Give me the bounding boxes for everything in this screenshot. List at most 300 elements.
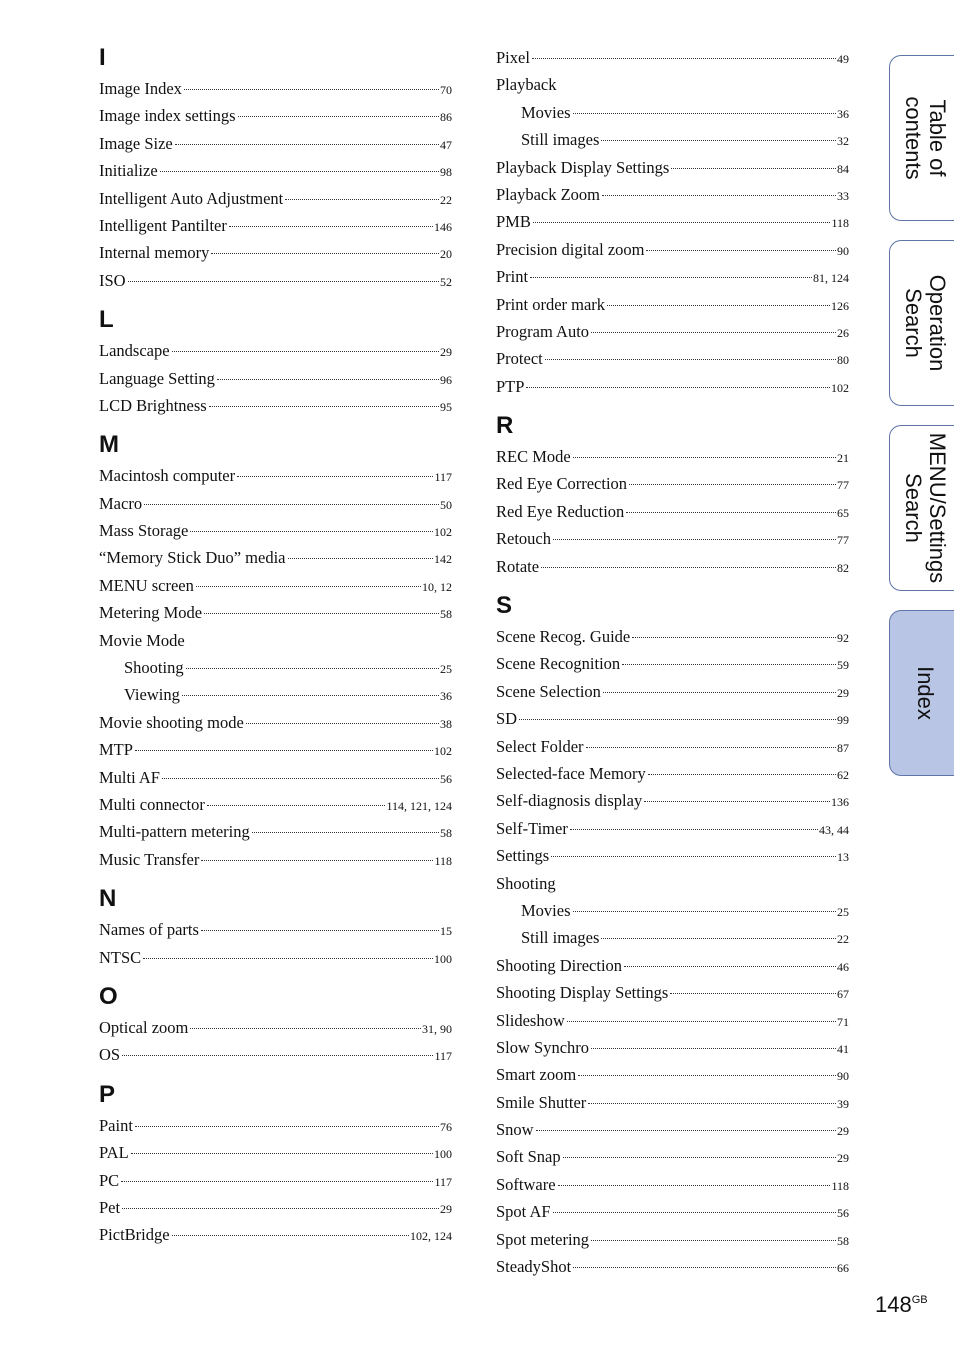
group-letter: S xyxy=(496,592,513,620)
dot-leader xyxy=(578,1075,836,1076)
entry-term: SteadyShot xyxy=(496,1257,572,1277)
entry-page-link[interactable]: 87 xyxy=(837,740,849,755)
entry-page-link[interactable]: 52 xyxy=(440,274,452,289)
entry-page-link[interactable]: 65 xyxy=(837,505,849,520)
index-group xyxy=(496,44,849,400)
dot-leader xyxy=(526,387,830,388)
entry-term: NTSC xyxy=(99,947,142,967)
dot-leader xyxy=(182,695,439,696)
entry-page-link[interactable]: 46 xyxy=(837,959,849,974)
entry-page-link[interactable]: 22 xyxy=(440,192,452,207)
entry-term: Select Folder xyxy=(496,736,584,756)
entry-page-link[interactable]: 29 xyxy=(440,1201,452,1216)
entry-term: Mass Storage xyxy=(99,521,189,541)
dot-leader xyxy=(563,1157,836,1158)
entry-term: Playback xyxy=(496,75,557,95)
index-entry[interactable] xyxy=(496,181,849,208)
entry-page-link[interactable]: 114, 121, 124 xyxy=(386,798,452,813)
dot-leader xyxy=(586,747,836,748)
entry-page-link[interactable]: 70 xyxy=(440,83,452,97)
entry-term: Print order mark xyxy=(496,294,606,314)
entry-term: Rotate xyxy=(496,556,540,576)
index-entry[interactable] xyxy=(99,1194,452,1221)
index-entry xyxy=(496,71,849,98)
entry-term: Macintosh computer xyxy=(99,466,236,486)
dot-leader xyxy=(573,457,836,458)
entry-term: Movie shooting mode xyxy=(99,712,244,732)
dot-leader xyxy=(201,930,439,931)
entry-term: Precision digital zoom xyxy=(496,239,645,259)
entry-page-link[interactable]: 82 xyxy=(837,560,849,575)
entry-term: Viewing xyxy=(124,685,180,705)
entry-term: Scene Selection xyxy=(496,681,601,701)
entry-term: Still images xyxy=(521,130,600,150)
index-entry[interactable] xyxy=(496,236,849,263)
index-entry[interactable] xyxy=(496,318,849,345)
entry-term: Protect xyxy=(496,349,543,369)
entry-page-link[interactable]: 59 xyxy=(837,658,849,673)
dot-leader xyxy=(573,1267,836,1268)
entry-term: Smart zoom xyxy=(496,1065,577,1085)
dot-leader xyxy=(632,637,836,638)
index-entry[interactable] xyxy=(496,650,849,677)
entry-term: Program Auto xyxy=(496,321,590,341)
index-entry[interactable] xyxy=(496,208,849,235)
index-entry xyxy=(496,870,849,897)
entry-page-link[interactable]: 126 xyxy=(831,298,849,313)
dot-leader xyxy=(285,199,439,200)
entry-page-link[interactable]: 43, 44 xyxy=(819,822,849,837)
index-entry[interactable] xyxy=(496,470,849,497)
index-entry[interactable] xyxy=(99,157,452,184)
dot-leader xyxy=(172,1235,409,1236)
index-entry[interactable] xyxy=(496,1143,849,1170)
entry-term: Soft Snap xyxy=(496,1147,561,1167)
entry-page-link[interactable]: 117 xyxy=(434,470,452,485)
entry-page-link[interactable]: 77 xyxy=(837,478,849,493)
entry-term: Multi-pattern metering xyxy=(99,822,250,842)
entry-page-link[interactable]: 102 xyxy=(434,525,452,540)
group-letter: M xyxy=(99,431,119,459)
index-entry[interactable] xyxy=(496,553,849,580)
entry-term: Scene Recog. Guide xyxy=(496,627,631,647)
dot-leader xyxy=(204,613,439,614)
index-entry[interactable] xyxy=(99,212,452,239)
entry-term: Movies xyxy=(521,900,571,920)
dot-leader xyxy=(601,140,836,141)
entry-page-link[interactable]: 77 xyxy=(837,533,849,548)
index-entry[interactable] xyxy=(99,791,452,818)
page-number xyxy=(875,1292,928,1318)
tab-table-of-contents[interactable] xyxy=(889,55,954,221)
entry-term: Intelligent Pantilter xyxy=(99,215,227,235)
dot-leader xyxy=(175,144,439,145)
entry-term: Optical zoom xyxy=(99,1017,189,1037)
index-entry[interactable] xyxy=(496,373,849,400)
index-entry[interactable] xyxy=(99,1221,452,1248)
index-entry[interactable] xyxy=(496,842,849,869)
entry-page-link[interactable]: 81, 124 xyxy=(813,271,849,286)
index-entry[interactable] xyxy=(99,544,452,571)
index-entry[interactable] xyxy=(99,462,452,489)
dot-leader xyxy=(252,832,439,833)
index-entry[interactable] xyxy=(496,760,849,787)
entry-page-link[interactable]: 36 xyxy=(440,689,452,704)
index-entry[interactable] xyxy=(99,944,452,971)
index-entry[interactable] xyxy=(496,1034,849,1061)
entry-page-link[interactable]: 38 xyxy=(440,716,452,731)
entry-term: Landscape xyxy=(99,341,170,361)
index-entry xyxy=(99,627,452,654)
dot-leader xyxy=(162,778,439,779)
dot-leader xyxy=(532,58,836,59)
index-entry[interactable] xyxy=(99,681,452,708)
entry-page-link[interactable]: 117 xyxy=(434,1174,452,1189)
dot-leader xyxy=(135,750,433,751)
entry-term: Spot metering xyxy=(496,1229,590,1249)
entry-term: Still images xyxy=(521,928,600,948)
dot-leader xyxy=(209,406,439,407)
index-entry[interactable] xyxy=(99,365,452,392)
entry-term: Macro xyxy=(99,493,143,513)
entry-page-link[interactable]: 58 xyxy=(440,826,452,841)
index-entry[interactable] xyxy=(496,1253,849,1280)
index-entry[interactable] xyxy=(496,126,849,153)
index-entry[interactable] xyxy=(99,846,452,873)
entry-term: Pixel xyxy=(496,48,530,67)
entry-term: PictBridge xyxy=(99,1225,170,1245)
dot-leader xyxy=(131,1153,433,1154)
dot-leader xyxy=(670,993,836,994)
dot-leader xyxy=(573,113,837,114)
entry-page-link[interactable]: 95 xyxy=(440,399,452,414)
entry-page-link[interactable]: 102 xyxy=(831,380,849,395)
dot-leader xyxy=(607,305,830,306)
index-entry[interactable] xyxy=(496,897,849,924)
index-entry[interactable] xyxy=(496,525,849,552)
entry-term: Pet xyxy=(99,1197,121,1217)
index-entry[interactable] xyxy=(99,736,452,763)
entry-page-link[interactable]: 56 xyxy=(837,1206,849,1221)
dot-leader xyxy=(246,723,439,724)
index-entry[interactable] xyxy=(99,1041,452,1068)
entry-page-link[interactable]: 21 xyxy=(837,451,849,466)
entry-term: OS xyxy=(99,1045,121,1065)
dot-leader xyxy=(135,1126,439,1127)
entry-page-link[interactable]: 76 xyxy=(440,1119,452,1134)
index-entry[interactable] xyxy=(496,733,849,760)
entry-page-link[interactable]: 31, 90 xyxy=(422,1021,452,1036)
entry-term: Playback Zoom xyxy=(496,184,601,204)
tab-menu-settings-search[interactable] xyxy=(889,425,954,591)
entry-term: Slideshow xyxy=(496,1010,565,1030)
entry-page-link[interactable]: 67 xyxy=(837,987,849,1002)
entry-page-link[interactable]: 99 xyxy=(837,713,849,728)
dot-leader xyxy=(229,226,433,227)
dot-leader xyxy=(553,539,836,540)
dot-leader xyxy=(626,512,836,513)
index-group xyxy=(99,983,452,1069)
entry-term: Image index settings xyxy=(99,106,236,126)
dot-leader xyxy=(122,1208,439,1209)
index-entry[interactable] xyxy=(99,337,452,364)
entry-term: Shooting xyxy=(496,873,556,893)
tab-label: Index xyxy=(912,666,938,720)
entry-page-link[interactable]: 102 xyxy=(434,744,452,759)
entry-term: Slow Synchro xyxy=(496,1037,590,1057)
entry-term: Red Eye Reduction xyxy=(496,501,625,521)
dot-leader xyxy=(519,719,836,720)
entry-term: Movies xyxy=(521,102,571,122)
index-group xyxy=(99,44,452,294)
dot-leader xyxy=(196,586,421,587)
dot-leader xyxy=(186,668,439,669)
dot-leader xyxy=(122,1055,433,1056)
entry-page-link[interactable]: 96 xyxy=(440,372,452,387)
entry-page-link[interactable]: 98 xyxy=(440,165,452,180)
index-entry[interactable] xyxy=(99,239,452,266)
index-group xyxy=(99,1081,452,1249)
group-letter: O xyxy=(99,982,118,1010)
dot-leader xyxy=(644,801,830,802)
index-entry[interactable] xyxy=(496,44,849,71)
entry-term: Paint xyxy=(99,1115,133,1135)
entry-page-link[interactable]: 80 xyxy=(837,353,849,368)
entry-page-link[interactable]: 49 xyxy=(837,52,849,66)
index-entry[interactable] xyxy=(99,916,452,943)
index-entry[interactable] xyxy=(496,99,849,126)
index-entry[interactable] xyxy=(99,392,452,419)
entry-page-link[interactable]: 29 xyxy=(837,1124,849,1139)
index-entry[interactable] xyxy=(496,498,849,525)
dot-leader xyxy=(591,1048,836,1049)
entry-page-link[interactable]: 146 xyxy=(434,219,452,234)
entry-page-link[interactable]: 20 xyxy=(440,247,452,262)
dot-leader xyxy=(591,332,836,333)
entry-term: Settings xyxy=(496,846,550,866)
entry-term: Spot AF xyxy=(496,1202,551,1222)
index-entry[interactable] xyxy=(496,1226,849,1253)
entry-term: SD xyxy=(496,709,518,729)
index-entry[interactable] xyxy=(496,815,849,842)
entry-term: Multi connector xyxy=(99,794,205,814)
dot-leader xyxy=(190,1028,421,1029)
dot-leader xyxy=(551,856,836,857)
index-column-right xyxy=(496,44,849,1292)
group-letter: I xyxy=(99,44,106,71)
dot-leader xyxy=(558,1185,831,1186)
index-entry[interactable] xyxy=(99,1112,452,1139)
dot-leader xyxy=(144,504,439,505)
tab-index[interactable] xyxy=(889,610,954,776)
entry-page-link[interactable]: 50 xyxy=(440,497,452,512)
dot-leader xyxy=(143,958,433,959)
entry-term: Image Index xyxy=(99,79,182,98)
entry-page-link[interactable]: 86 xyxy=(440,110,452,125)
index-entry[interactable] xyxy=(496,1116,849,1143)
entry-term: PMB xyxy=(496,212,531,232)
entry-term: Print xyxy=(496,267,529,287)
entry-page-link[interactable]: 13 xyxy=(837,850,849,865)
index-column-left xyxy=(99,44,452,1261)
entry-term: Self-Timer xyxy=(496,818,568,838)
entry-page-link[interactable]: 84 xyxy=(837,161,849,176)
index-entry[interactable] xyxy=(99,709,452,736)
entry-page-link[interactable]: 41 xyxy=(837,1041,849,1056)
tab-operation-search[interactable] xyxy=(889,240,954,406)
page-number-suffix: GB xyxy=(911,1294,928,1306)
index-entry[interactable] xyxy=(496,623,849,650)
entry-page-link[interactable]: 136 xyxy=(831,795,849,810)
index-entry[interactable] xyxy=(99,818,452,845)
entry-term: Shooting xyxy=(124,658,184,678)
entry-page-link[interactable]: 90 xyxy=(837,243,849,258)
dot-leader xyxy=(646,250,836,251)
entry-page-link[interactable]: 26 xyxy=(837,325,849,340)
entry-term: ISO xyxy=(99,270,126,290)
index-entry[interactable] xyxy=(496,263,849,290)
index-entry[interactable] xyxy=(496,979,849,1006)
dot-leader xyxy=(211,253,439,254)
dot-leader xyxy=(603,692,836,693)
entry-page-link[interactable]: 100 xyxy=(434,951,452,966)
entry-page-link[interactable]: 39 xyxy=(837,1096,849,1111)
index-group xyxy=(99,431,452,873)
index-entry[interactable] xyxy=(496,705,849,732)
entry-term: Playback Display Settings xyxy=(496,157,670,177)
index-entry[interactable] xyxy=(496,1171,849,1198)
index-entry[interactable] xyxy=(99,1139,452,1166)
dot-leader xyxy=(573,911,837,912)
entry-term: Multi AF xyxy=(99,767,160,787)
entry-page-link[interactable]: 29 xyxy=(837,1151,849,1166)
entry-term: Self-diagnosis display xyxy=(496,791,643,811)
dot-leader xyxy=(545,359,836,360)
entry-term: Selected-face Memory xyxy=(496,763,646,783)
entry-page-link[interactable]: 58 xyxy=(837,1233,849,1248)
entry-page-link[interactable]: 92 xyxy=(837,631,849,646)
index-entry[interactable] xyxy=(496,1089,849,1116)
index-entry[interactable] xyxy=(496,154,849,181)
entry-term: Internal memory xyxy=(99,243,210,263)
index-entry[interactable] xyxy=(496,787,849,814)
dot-leader xyxy=(207,805,386,806)
entry-page-link[interactable]: 100 xyxy=(434,1147,452,1162)
entry-page-link[interactable]: 56 xyxy=(440,771,452,786)
entry-page-link[interactable]: 33 xyxy=(837,188,849,203)
entry-page-link[interactable]: 22 xyxy=(837,932,849,947)
entry-page-link[interactable]: 66 xyxy=(837,1261,849,1276)
entry-page-link[interactable]: 102, 124 xyxy=(410,1229,452,1244)
index-entry[interactable] xyxy=(99,185,452,212)
entry-term: Red Eye Correction xyxy=(496,474,628,494)
entry-page-link[interactable]: 118 xyxy=(831,1178,849,1193)
entry-page-link[interactable]: 118 xyxy=(434,853,452,868)
tab-label: MENU/Settings Search xyxy=(900,432,950,584)
dot-leader xyxy=(217,379,439,380)
index-entry[interactable] xyxy=(99,1014,452,1041)
dot-leader xyxy=(588,1103,836,1104)
dot-leader xyxy=(591,1240,836,1241)
entry-term: Metering Mode xyxy=(99,603,203,623)
index-entry[interactable] xyxy=(99,75,452,102)
entry-page-link[interactable]: 36 xyxy=(837,106,849,121)
dot-leader xyxy=(648,774,836,775)
entry-page-link[interactable]: 29 xyxy=(440,345,452,360)
entry-page-link[interactable]: 29 xyxy=(837,685,849,700)
index-entry[interactable] xyxy=(496,1061,849,1088)
index-entry[interactable] xyxy=(99,130,452,157)
group-letter: P xyxy=(99,1080,116,1108)
index-entry[interactable] xyxy=(99,102,452,129)
entry-term: Smile Shutter xyxy=(496,1092,587,1112)
entry-term: PTP xyxy=(496,376,525,396)
index-entry[interactable] xyxy=(99,572,452,599)
entry-page-link[interactable]: 117 xyxy=(434,1049,452,1064)
index-entry[interactable] xyxy=(496,291,849,318)
dot-leader xyxy=(624,966,836,967)
index-entry[interactable] xyxy=(496,345,849,372)
entry-page-link[interactable]: 90 xyxy=(837,1069,849,1084)
page-number-value: 148 xyxy=(875,1292,912,1317)
entry-page-link[interactable]: 10, 12 xyxy=(422,579,452,594)
index-entry[interactable] xyxy=(99,517,452,544)
dot-leader xyxy=(237,476,433,477)
dot-leader xyxy=(184,89,439,90)
entry-page-link[interactable]: 58 xyxy=(440,607,452,622)
index-entry[interactable] xyxy=(496,678,849,705)
index-entry[interactable] xyxy=(99,1167,452,1194)
dot-leader xyxy=(602,195,836,196)
entry-page-link[interactable]: 71 xyxy=(837,1014,849,1029)
entry-term: Movie Mode xyxy=(99,630,185,650)
index-group xyxy=(496,412,849,580)
group-letter: L xyxy=(99,306,114,334)
entry-term: Retouch xyxy=(496,529,551,549)
entry-page-link[interactable]: 47 xyxy=(440,137,452,152)
index-entry[interactable] xyxy=(99,599,452,626)
index-group xyxy=(496,592,849,1280)
entry-page-link[interactable]: 25 xyxy=(837,904,849,919)
index-entry[interactable] xyxy=(99,267,452,294)
dot-leader xyxy=(671,168,836,169)
index-entry[interactable] xyxy=(496,1198,849,1225)
dot-leader xyxy=(541,567,836,568)
index-entry[interactable] xyxy=(99,490,452,517)
tab-label: Operation Search xyxy=(900,274,950,372)
index-entry[interactable] xyxy=(99,764,452,791)
entry-page-link[interactable]: 118 xyxy=(831,216,849,231)
index-entry[interactable] xyxy=(496,952,849,979)
index-entry[interactable] xyxy=(99,654,452,681)
dot-leader xyxy=(536,1130,836,1131)
dot-leader xyxy=(288,558,434,559)
dot-leader xyxy=(533,222,831,223)
entry-page-link[interactable]: 25 xyxy=(440,662,452,677)
index-group xyxy=(99,885,452,971)
entry-page-link[interactable]: 142 xyxy=(434,552,452,567)
entry-page-link[interactable]: 62 xyxy=(837,767,849,782)
dot-leader xyxy=(530,277,812,278)
entry-term: Image Size xyxy=(99,133,173,153)
entry-page-link[interactable]: 32 xyxy=(837,134,849,149)
entry-term: MENU screen xyxy=(99,575,194,595)
index-entry[interactable] xyxy=(496,924,849,951)
index-entry[interactable] xyxy=(496,443,849,470)
dot-leader xyxy=(629,484,836,485)
entry-page-link[interactable]: 15 xyxy=(440,924,452,939)
index-entry[interactable] xyxy=(496,1007,849,1034)
